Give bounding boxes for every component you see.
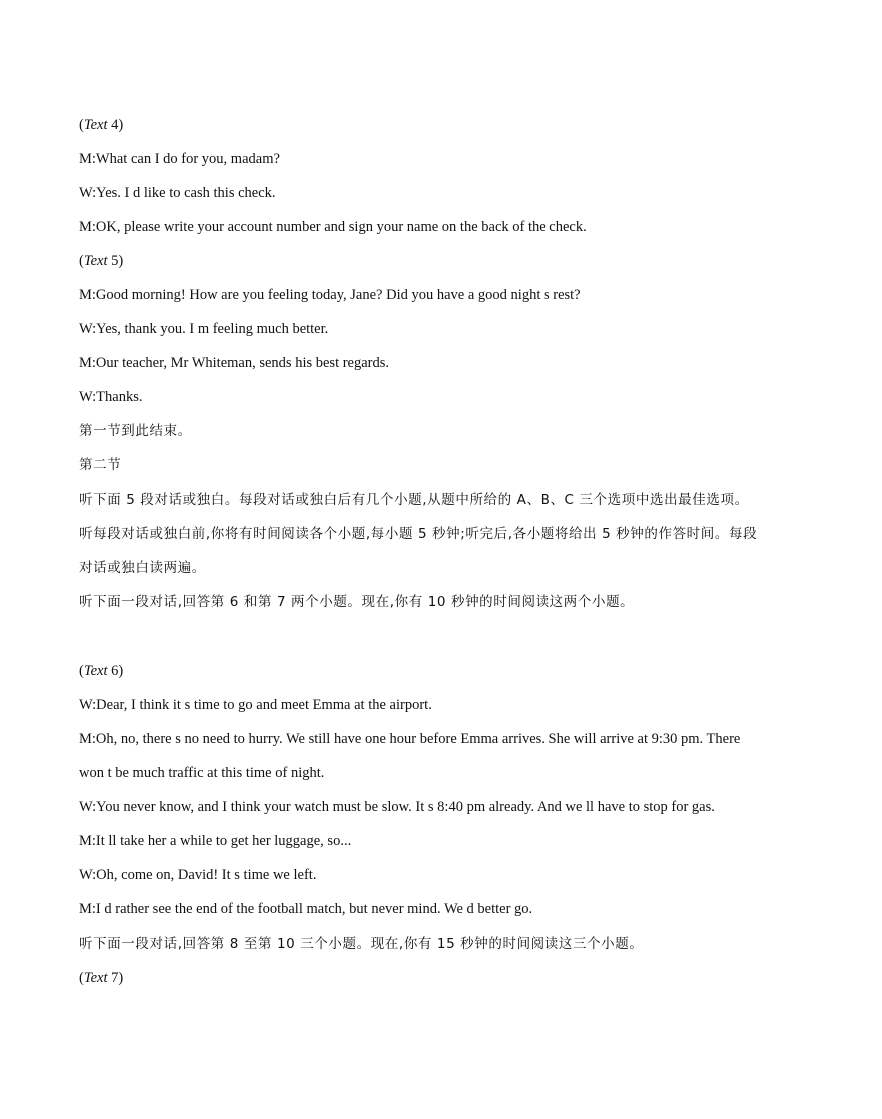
text-6-heading bbox=[79, 661, 822, 681]
question-intro: 听下面一段对话,回答第 6 和第 7 两个小题。现在,你有 10 秒钟的时间阅读这两个小题。 bbox=[79, 594, 635, 610]
dialogue-line: W:Yes. I d like to cash this check. bbox=[79, 185, 276, 201]
dialogue-line: M:Oh, no, there s no need to hurry. We still have one hour before Emma arrives. She will arrive at 9:30 pm. There bbox=[79, 731, 741, 747]
text-label: Text bbox=[83, 663, 108, 679]
paren-open: ( bbox=[79, 253, 84, 269]
text-label: Text bbox=[83, 253, 108, 269]
question-intro: 听下面一段对话,回答第 8 至第 10 三个小题。现在,你有 15 秒钟的时间阅读这三个小题。 bbox=[79, 936, 644, 952]
text-number: 4) bbox=[107, 117, 124, 133]
dialogue-line: W:Yes, thank you. I m feeling much better. bbox=[79, 321, 329, 337]
text-number: 5) bbox=[107, 253, 124, 269]
dialogue-line: won t be much traffic at this time of night. bbox=[79, 765, 325, 781]
section-2-heading: 第二节 bbox=[79, 457, 122, 473]
dialogue-line: M:Good morning! How are you feeling today, Jane? Did you have a good night s rest? bbox=[79, 287, 581, 303]
dialogue-line: M:What can I do for you, madam? bbox=[79, 151, 280, 167]
section-end-note: 第一节到此结束。 bbox=[79, 423, 192, 439]
instruction-line: 对话或独白读两遍。 bbox=[79, 560, 206, 576]
dialogue-line: W:Dear, I think it s time to go and meet Emma at the airport. bbox=[79, 697, 432, 713]
dialogue-line: W:You never know, and I think your watch must be slow. It s 8:40 pm already. And we ll have to stop for gas. bbox=[79, 799, 715, 815]
paren-open: ( bbox=[79, 663, 84, 679]
text-number: 6) bbox=[107, 663, 124, 679]
dialogue-line: M:It ll take her a while to get her luggage, so... bbox=[79, 833, 352, 849]
instruction-line: 听下面 5 段对话或独白。每段对话或独白后有几个小题,从题中所给的 A、B、C 三个选项中选出最佳选项。 bbox=[79, 492, 749, 508]
paren-open: ( bbox=[79, 117, 84, 133]
dialogue-line: W:Thanks. bbox=[79, 389, 143, 405]
instruction-line: 听每段对话或独白前,你将有时间阅读各个小题,每小题 5 秒钟;听完后,各小题将给出 5 秒钟的作答时间。每段 bbox=[79, 526, 758, 542]
dialogue-line: W:Oh, come on, David! It s time we left. bbox=[79, 867, 317, 883]
text-5-heading bbox=[79, 251, 822, 271]
dialogue-line: M:Our teacher, Mr Whiteman, sends his best regards. bbox=[79, 355, 390, 371]
text-label: Text bbox=[83, 117, 108, 133]
text-label: Text bbox=[83, 970, 108, 986]
dialogue-line: M:OK, please write your account number and sign your name on the back of the check. bbox=[79, 219, 587, 235]
dialogue-line: M:I d rather see the end of the football match, but never mind. We d better go. bbox=[79, 901, 533, 917]
text-7-heading bbox=[79, 968, 822, 988]
text-4-heading bbox=[79, 115, 822, 135]
paren-open: ( bbox=[79, 970, 84, 986]
text-number: 7) bbox=[107, 970, 124, 986]
